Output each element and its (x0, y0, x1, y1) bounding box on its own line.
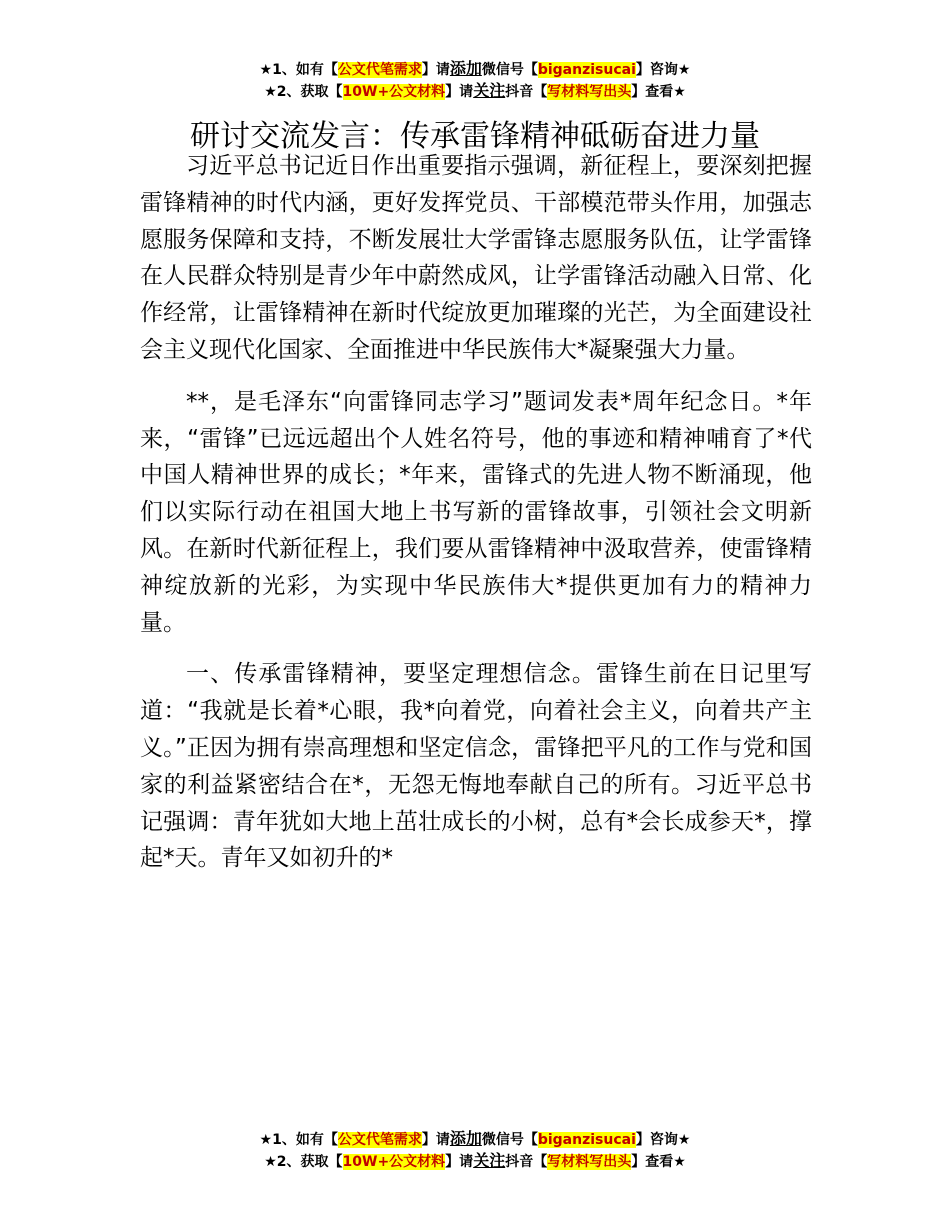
promo-banner-top (0, 58, 950, 102)
promo-line-2: ★2、获取【10W+公文材料】请关注抖音【写材料写出头】查看★ (264, 81, 686, 100)
promo-line-1: ★1、如有【公文代笔需求】请添加微信号【biganzisucai】咨询★ (259, 1129, 691, 1148)
promo-line-1: ★1、如有【公文代笔需求】请添加微信号【biganzisucai】咨询★ (259, 59, 691, 78)
document-title: 研讨交流发言：传承雷锋精神砥砺奋进力量 (190, 119, 760, 154)
paragraph-3: 一、传承雷锋精神，要坚定理想信念。雷锋生前在日记里写道：“我就是长着*心眼，我*向着党，向着社会主义，向着共产主义。”正因为拥有崇高理想和坚定信念，雷锋把平凡的工作与党和国家的利益紧密结合在*，无怨无悔地奉献自己的所有。习近平总书记强调：青年犹如大地上茁壮成长的小树，总有*会长成参天*，撑起*天。青年又如初升的* (140, 661, 812, 872)
paragraph-1: 习近平总书记近日作出重要指示强调，新征程上，要深刻把握雷锋精神的时代内涵，更好发挥党员、干部模范带头作用，加强志愿服务保障和支持，不断发展壮大学雷锋志愿服务队伍，让学雷锋在人民群众特别是青少年中蔚然成风，让学雷锋活动融入日常、化作经常，让雷锋精神在新时代绽放更加璀璨的光芒，为全面建设社会主义现代化国家、全面推进中华民族伟大*凝聚强大力量。 (140, 153, 812, 363)
document-body (140, 148, 812, 892)
promo-line-2: ★2、获取【10W+公文材料】请关注抖音【写材料写出头】查看★ (264, 1151, 686, 1170)
paragraph-2: **，是毛泽东“向雷锋同志学习”题词发表*周年纪念日。*年来，“雷锋”已远远超出个人姓名符号，他的事迹和精神哺育了*代中国人精神世界的成长；*年来，雷锋式的先进人物不断涌现，他们以实际行动在祖国大地上书写新的雷锋故事，引领社会文明新风。在新时代新征程上，我们要从雷锋精神中汲取营养，使雷锋精神绽放新的光彩，为实现中华民族伟大*提供更加有力的精神力量。 (140, 388, 812, 636)
promo-banner-bottom (0, 1128, 950, 1172)
